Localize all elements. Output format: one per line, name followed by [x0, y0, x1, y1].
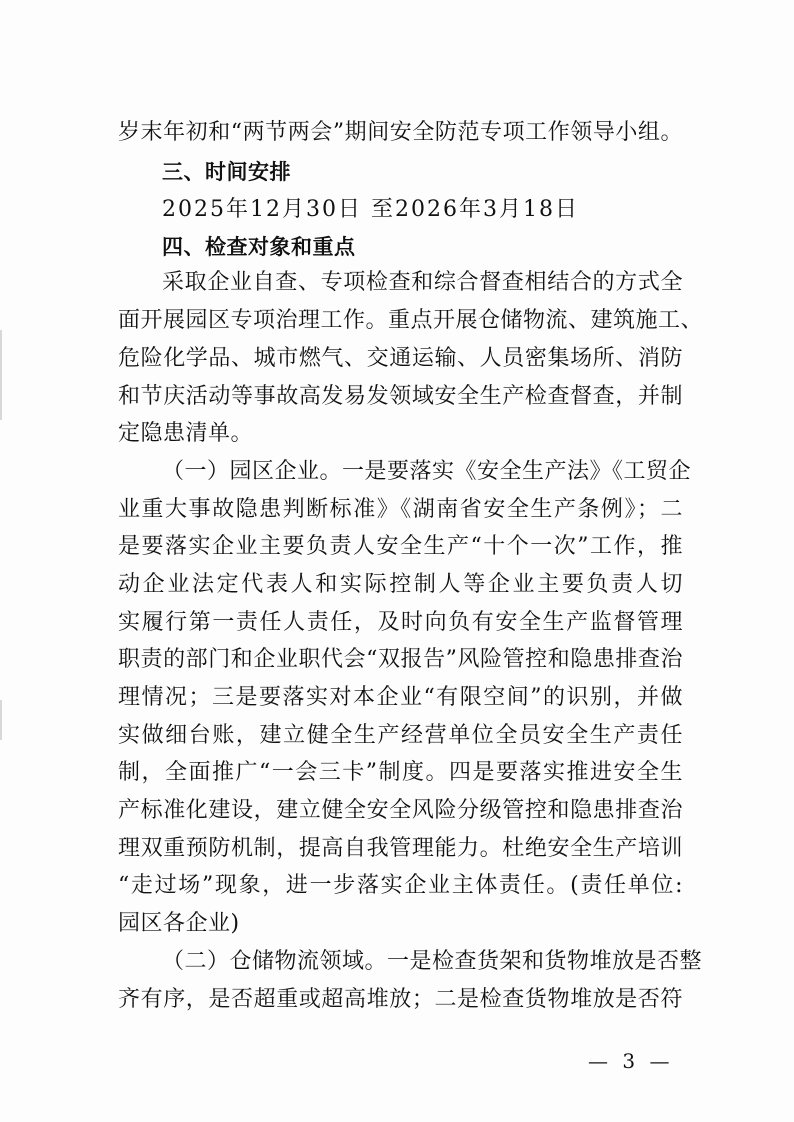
body-line: （二）仓储物流领域。一是检查货架和货物堆放是否整: [162, 949, 703, 974]
body-line: 齐有序，是否超重或超高堆放；二是检查货物堆放是否符: [118, 987, 683, 1012]
body-line: 动企业法定代表人和实际控制人等企业主要负责人切: [118, 572, 683, 597]
body-line: 定隐患清单。: [118, 421, 254, 446]
body-line: 是要落实企业主要负责人安全生产“十个一次”工作，推: [118, 534, 683, 559]
body-line: 职责的部门和企业职代会“双报告”风险管控和隐患排查治: [118, 647, 683, 672]
body-line: 危险化学品、城市燃气、交通运输、人员密集场所、消防: [118, 346, 683, 371]
body-line: 理情况；三是要落实对本企业“有限空间”的识别，并做: [118, 685, 683, 710]
schedule-date-range: 2025年12月30日 至2026年3月18日: [162, 197, 579, 222]
body-line: 实履行第一责任人责任，及时向负有安全生产监督管理: [118, 610, 683, 635]
body-line: “走过场”现象，进一步落实企业主体责任。(责任单位:: [118, 873, 683, 898]
section-heading-targets: 四、检查对象和重点: [162, 235, 356, 259]
body-line: 实做细台账，建立健全生产经营单位全员安全生产责任: [118, 723, 683, 748]
body-line: 岁末年初和“两节两会”期间安全防范专项工作领导小组。: [118, 120, 683, 145]
body-line: 和节庆活动等事故高发易发领域安全生产检查督查，并制: [118, 384, 683, 409]
body-line: 园区各企业): [118, 911, 240, 936]
scan-edge-mark: [0, 330, 2, 420]
section-heading-schedule: 三、时间安排: [162, 160, 291, 184]
page-number: — 3 —: [588, 1049, 674, 1073]
body-line: （一）园区企业。一是要落实《安全生产法》《工贸企: [162, 459, 692, 484]
body-line: 采取企业自查、专项检查和综合督查相结合的方式全: [162, 270, 683, 295]
scan-edge-mark: [0, 700, 2, 740]
body-line: 面开展园区专项治理工作。重点开展仓储物流、建筑施工、: [118, 308, 704, 333]
body-line: 制，全面推广“一会三卡”制度。四是要落实推进安全生: [118, 760, 683, 785]
body-line: 业重大事故隐患判断标准》《湖南省安全生产条例》；二: [118, 497, 683, 522]
body-line: 产标准化建设，建立健全安全风险分级管控和隐患排查治: [118, 798, 683, 823]
body-line: 理双重预防机制，提高自我管理能力。杜绝安全生产培训: [118, 836, 683, 861]
